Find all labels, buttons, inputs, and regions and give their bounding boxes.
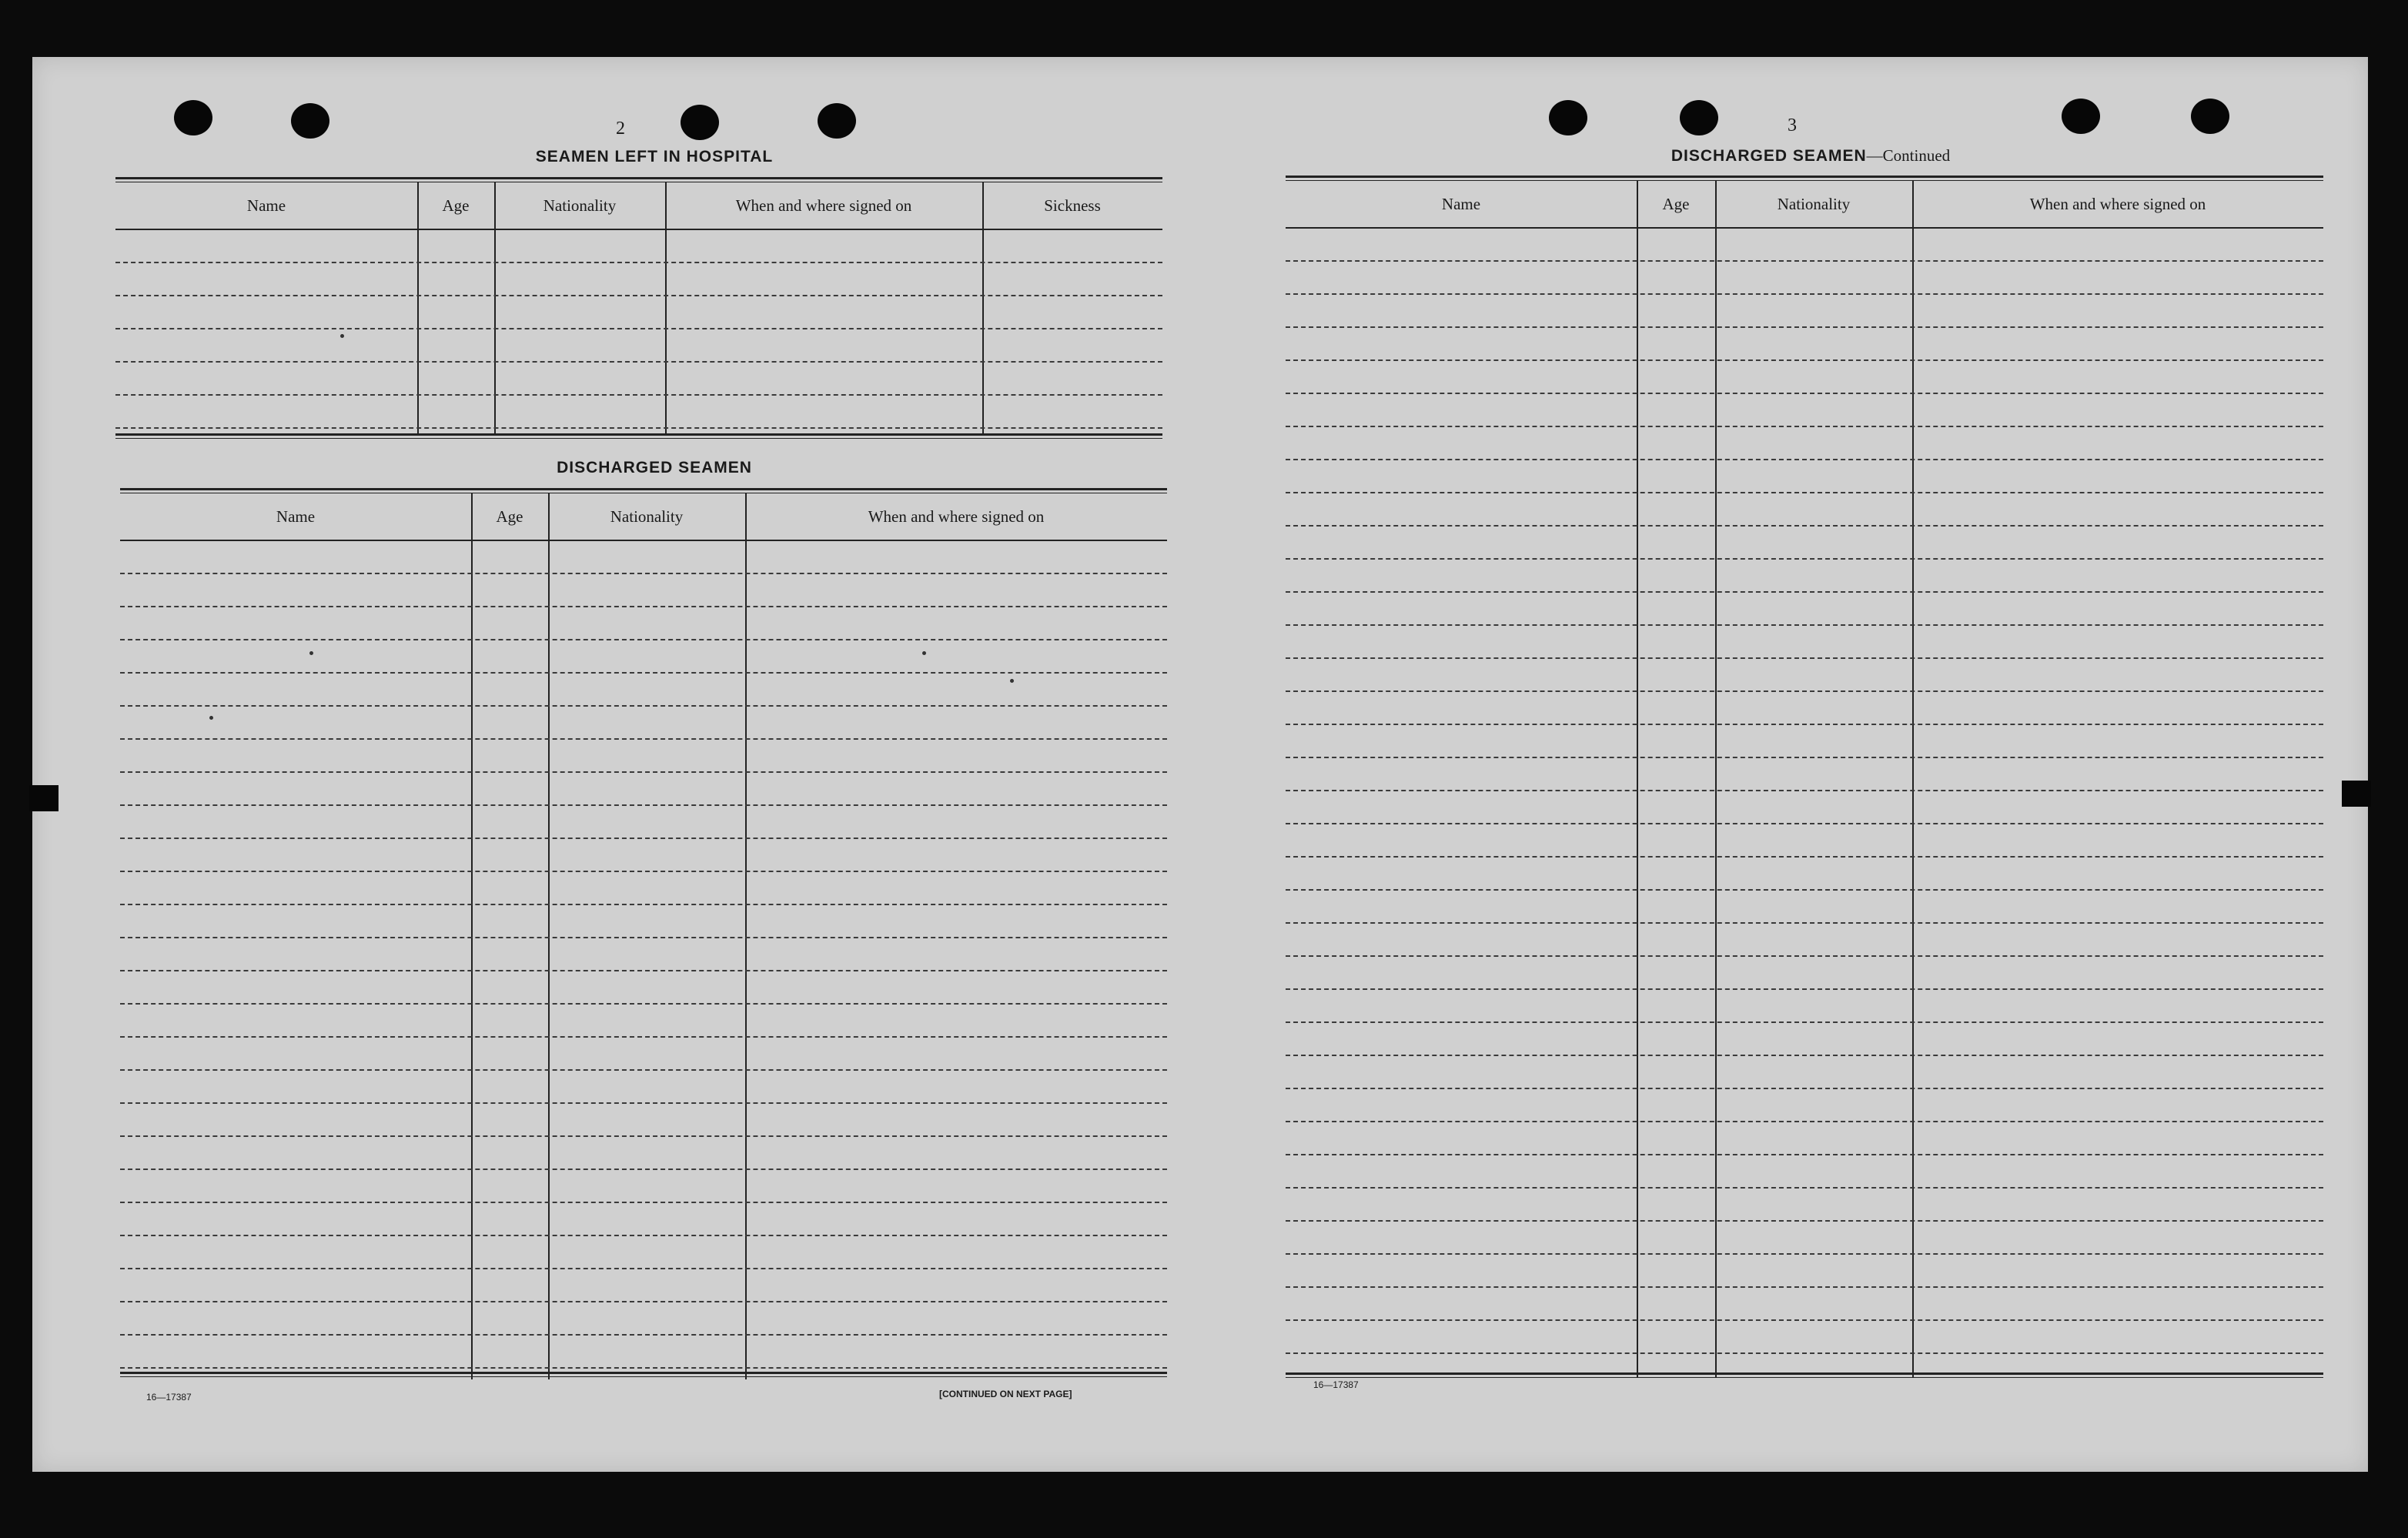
table-row (120, 1302, 1167, 1336)
section-title-suffix: —Continued (1866, 146, 1951, 165)
discharged-rows-right (1286, 229, 2323, 1354)
table-row (115, 396, 1162, 429)
table-row (120, 674, 1167, 707)
table-row (1286, 626, 2323, 659)
table-row (1286, 1321, 2323, 1354)
section-title-text: DISCHARGED SEAMEN (1671, 147, 1867, 165)
table-row (120, 1170, 1167, 1203)
punch-hole (681, 105, 719, 140)
table-row (1286, 1189, 2323, 1222)
discharged-table-right (1286, 176, 2323, 1438)
column-header-name: Name (276, 507, 316, 526)
column-header-signed-on: When and where signed on (735, 196, 912, 215)
discharged-section-title-left: DISCHARGED SEAMEN (557, 459, 752, 476)
table-row (1286, 1255, 2323, 1288)
column-header-nationality: Nationality (610, 507, 684, 526)
punch-hole (818, 103, 856, 139)
table-row (115, 363, 1162, 396)
continued-note: [CONTINUED ON NEXT PAGE] (939, 1389, 1072, 1399)
table-row (120, 574, 1167, 607)
table-top-rule (115, 177, 1162, 182)
table-row (1286, 1155, 2323, 1189)
table-header (1286, 181, 2323, 229)
punch-hole (2191, 99, 2229, 134)
table-row (120, 607, 1167, 640)
page-number-right: 3 (1788, 115, 1797, 135)
table-row (120, 905, 1167, 938)
table-bottom-rule (120, 1372, 1167, 1377)
punch-hole (291, 103, 329, 139)
binding-notch (2342, 781, 2371, 807)
table-row (120, 1236, 1167, 1269)
table-row (120, 1203, 1167, 1236)
hospital-section-title: SEAMEN LEFT IN HOSPITAL (535, 148, 774, 166)
table-row (1286, 1089, 2323, 1122)
punch-hole (2062, 99, 2100, 134)
table-row (120, 971, 1167, 1005)
table-row (1286, 791, 2323, 824)
form-number-right: 16—17387 (1313, 1379, 1359, 1390)
table-row (1286, 990, 2323, 1023)
table-row (1286, 427, 2323, 460)
table-header (115, 182, 1162, 230)
table-row (1286, 262, 2323, 295)
table-row (1286, 924, 2323, 957)
table-row (120, 640, 1167, 674)
table-row (120, 773, 1167, 806)
table-row (1286, 394, 2323, 427)
column-header-nationality: Nationality (543, 196, 617, 215)
table-row (120, 839, 1167, 872)
table-row (1286, 295, 2323, 328)
hospital-table (115, 177, 1162, 439)
table-top-rule (1286, 176, 2323, 181)
table-row (120, 872, 1167, 905)
table-row (1286, 1122, 2323, 1155)
column-header-name: Name (1441, 195, 1481, 213)
table-row (1286, 692, 2323, 725)
table-row (120, 806, 1167, 839)
punch-hole (1549, 100, 1587, 135)
table-row (120, 707, 1167, 740)
table-row (1286, 593, 2323, 626)
table-row (120, 541, 1167, 574)
table-row (1286, 493, 2323, 527)
table-bottom-rule (115, 433, 1162, 439)
table-row (1286, 824, 2323, 858)
column-header-age: Age (1662, 195, 1690, 213)
column-header-name: Name (246, 196, 286, 215)
table-row (1286, 758, 2323, 791)
table-row (115, 296, 1162, 329)
table-row (120, 740, 1167, 773)
discharged-rows-left (120, 541, 1167, 1369)
column-header-nationality: Nationality (1777, 195, 1851, 213)
table-row (1286, 361, 2323, 394)
table-row (1286, 460, 2323, 493)
table-row (1286, 725, 2323, 758)
discharged-section-title-right (1287, 146, 2334, 166)
table-row (120, 1038, 1167, 1071)
column-header-age: Age (442, 196, 470, 215)
table-row (115, 230, 1162, 263)
table-row (1286, 560, 2323, 593)
table-row (1286, 1222, 2323, 1255)
column-header-signed-on: When and where signed on (868, 507, 1045, 526)
column-header-signed-on: When and where signed on (2029, 195, 2206, 213)
table-row (1286, 1288, 2323, 1321)
table-row (115, 329, 1162, 363)
table-row (120, 1104, 1167, 1137)
table-row (1286, 1056, 2323, 1089)
page-number-left: 2 (616, 119, 625, 139)
table-row (120, 1071, 1167, 1104)
form-number-left: 16—17387 (146, 1392, 192, 1403)
document-sheet (32, 57, 2368, 1472)
column-header-age: Age (496, 507, 523, 526)
table-row (1286, 891, 2323, 924)
table-row (1286, 659, 2323, 692)
table-row (1286, 229, 2323, 262)
table-bottom-rule (1286, 1372, 2323, 1378)
table-row (1286, 328, 2323, 361)
table-row (120, 938, 1167, 971)
table-header (120, 493, 1167, 541)
table-row (120, 1269, 1167, 1302)
table-row (120, 1336, 1167, 1369)
binding-notch (29, 785, 59, 811)
hospital-rows (115, 230, 1162, 429)
table-row (120, 1005, 1167, 1038)
table-row (120, 1137, 1167, 1170)
table-row (1286, 527, 2323, 560)
discharged-table-left (120, 488, 1167, 1435)
table-row (1286, 957, 2323, 990)
table-top-rule (120, 488, 1167, 493)
column-header-sickness: Sickness (1044, 196, 1101, 215)
punch-hole (174, 100, 212, 135)
punch-hole (1680, 100, 1718, 135)
table-row (115, 263, 1162, 296)
table-row (1286, 858, 2323, 891)
table-row (1286, 1023, 2323, 1056)
